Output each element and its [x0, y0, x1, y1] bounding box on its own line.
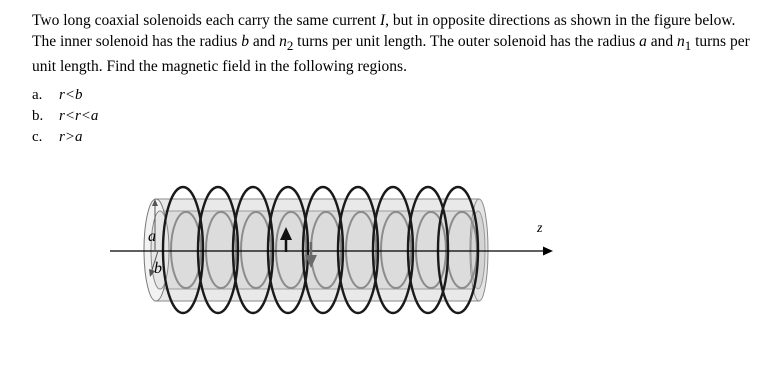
inner-cylinder — [160, 211, 478, 289]
label-b: b — [154, 260, 162, 277]
part-letter: c. — [32, 129, 43, 145]
problem-text: turns per unit length. Find the magnetic field in the following regions. — [32, 33, 750, 76]
current-symbol: I — [379, 12, 386, 29]
n2-symbol: n — [279, 33, 287, 50]
inner-cylinder-left-end — [151, 211, 169, 289]
part-expression: r<b — [59, 87, 83, 103]
problem-text: and — [646, 33, 678, 50]
outer-radius-symbol: a — [639, 33, 647, 50]
problem-text: Two long coaxial solenoids each carry the same current — [32, 12, 380, 29]
part-expression: r>a — [59, 129, 83, 145]
z-axis-label: z — [537, 221, 543, 236]
n1-symbol: n — [677, 33, 685, 50]
n1-subscript: 1 — [684, 38, 692, 54]
z-axis-arrowhead — [543, 247, 553, 256]
problem-text: turns per unit length. The outer solenoid has the radius — [293, 33, 640, 50]
inner-radius-symbol: b — [241, 33, 249, 50]
n2-subscript: 2 — [286, 38, 294, 54]
part-letter: b. — [32, 108, 44, 124]
part-letter: a. — [32, 87, 43, 103]
part-expression: r<r<a — [59, 108, 99, 124]
label-a: a — [148, 228, 156, 245]
problem-text: and — [248, 33, 280, 50]
problem-text: , but in opposite directions as shown in the figure below. The inner solenoid has the radius — [32, 12, 736, 50]
